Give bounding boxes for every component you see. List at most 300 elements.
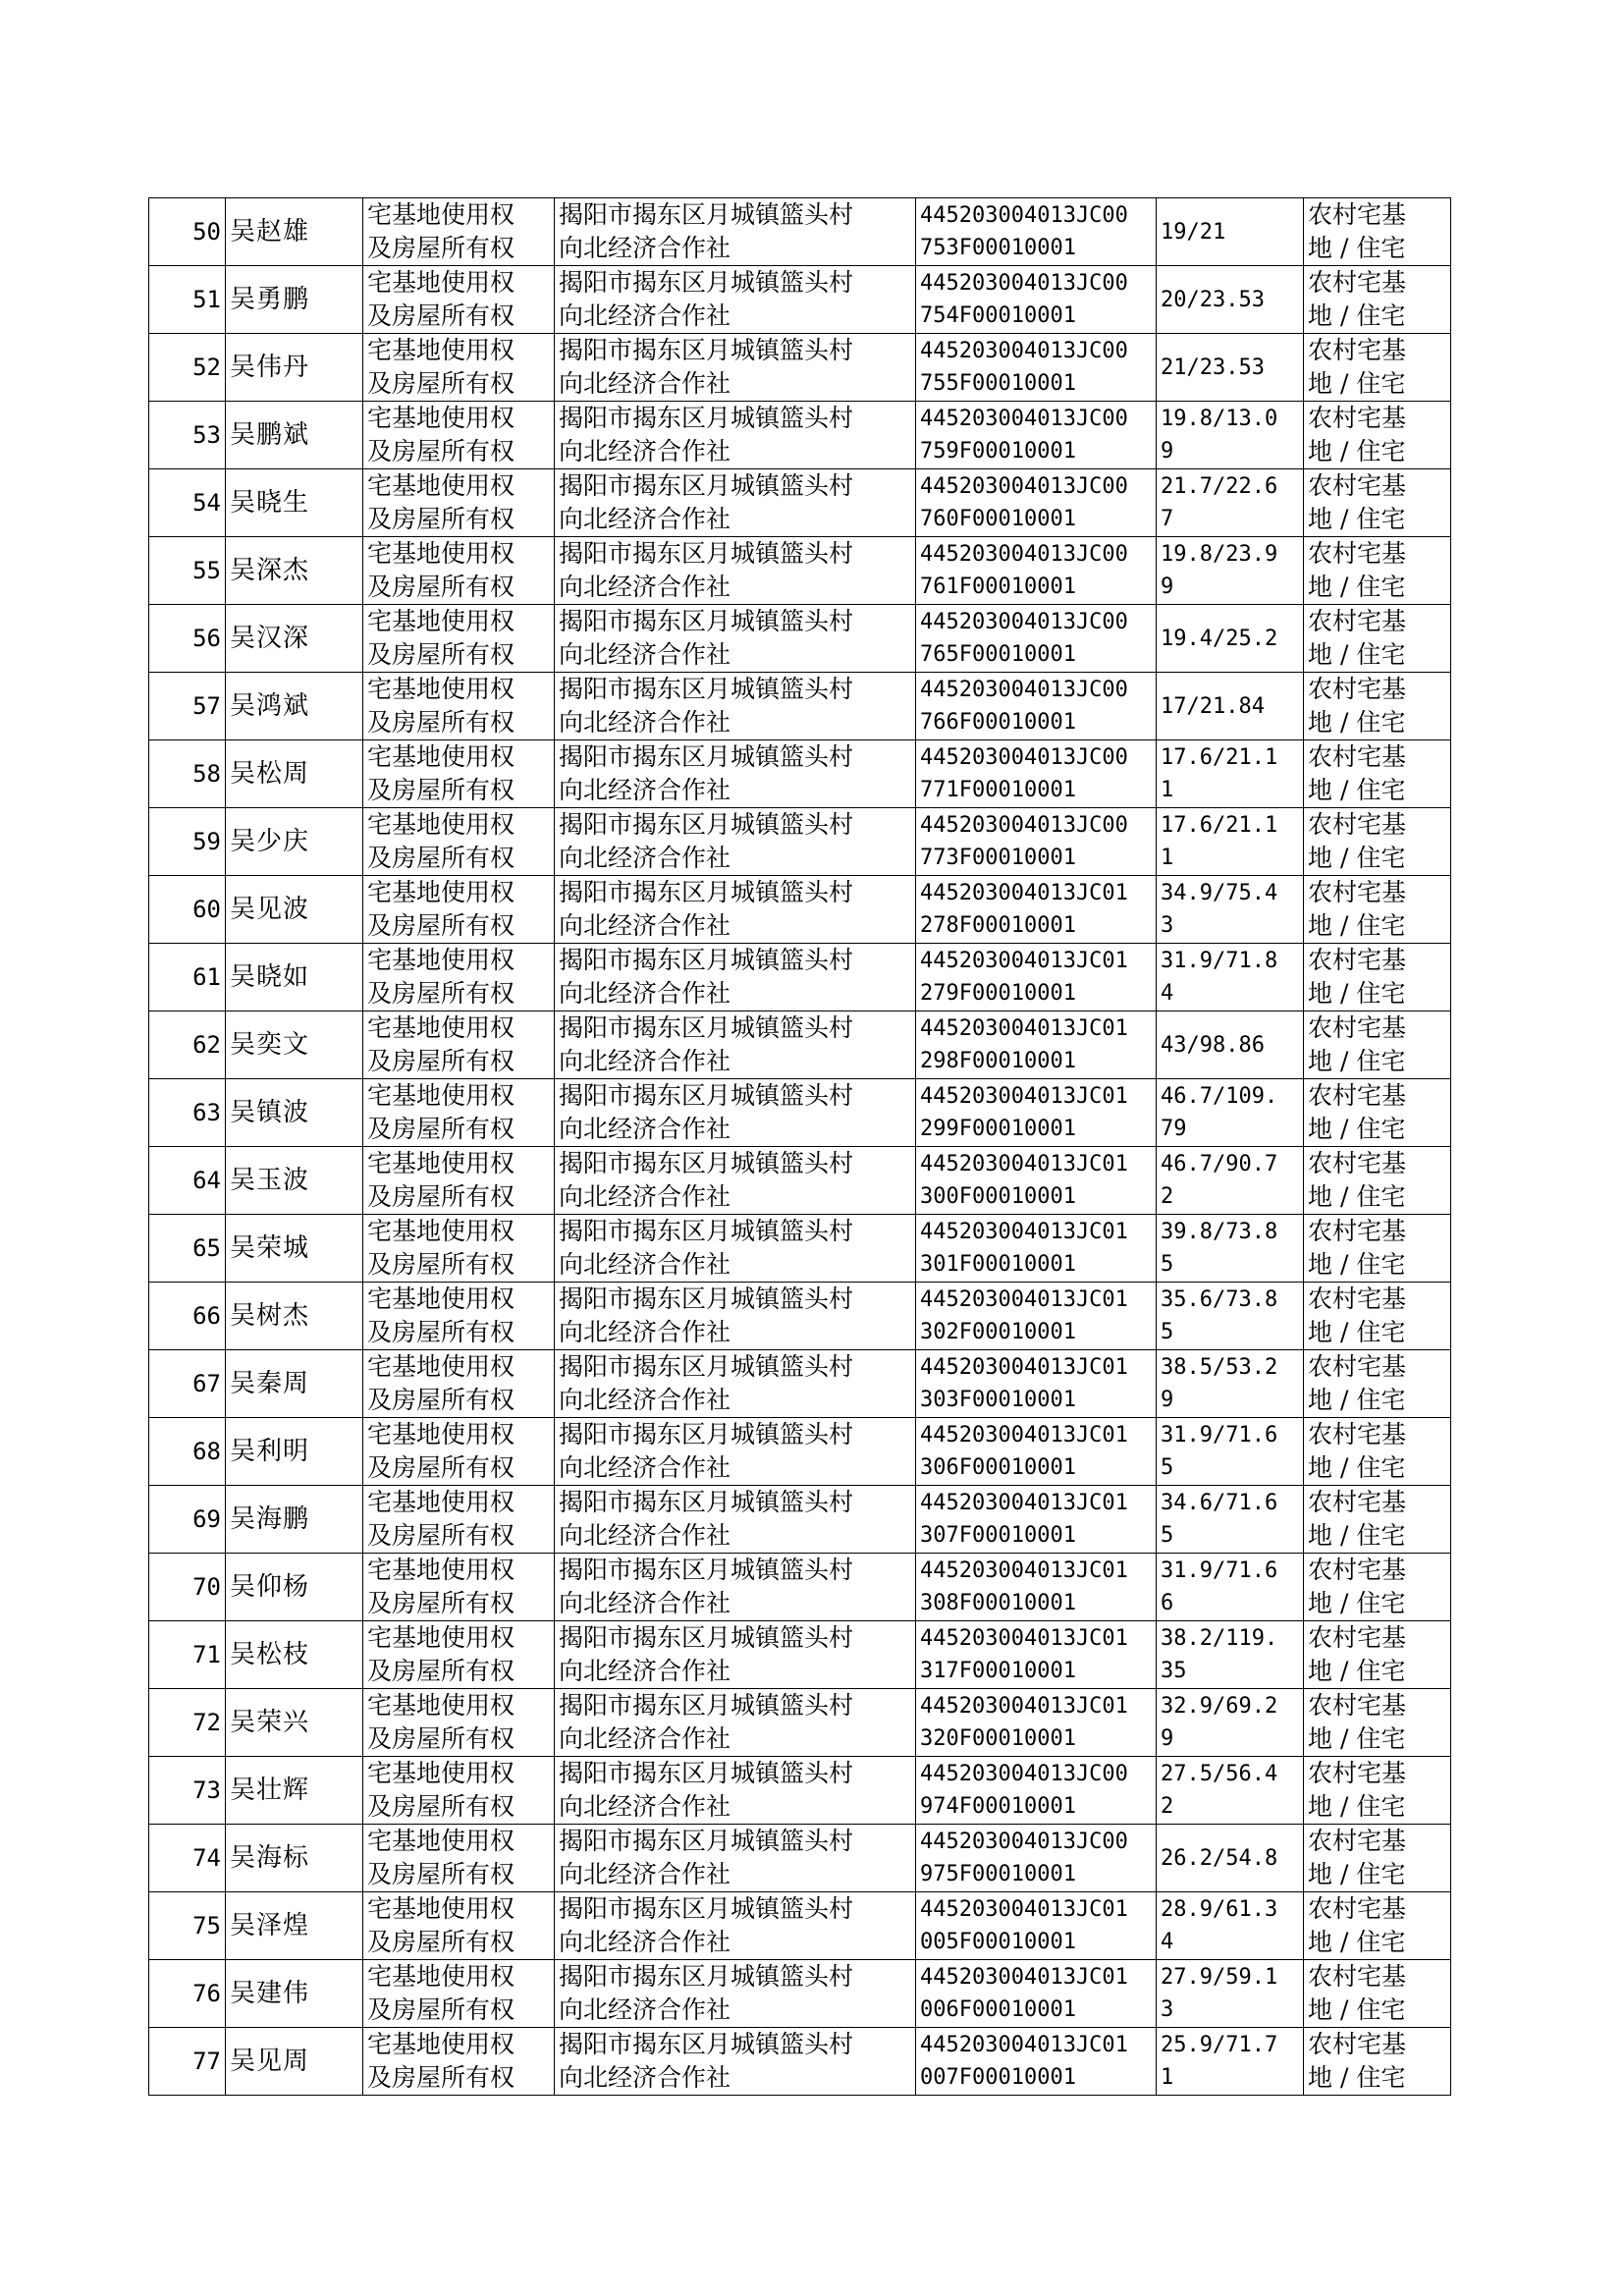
land-use-cell-line: 地 / 住宅 [1308,573,1406,601]
cert-code-cell-line: 445203004013JC01 [920,881,1128,905]
right-type-cell-line: 及房屋所有权 [367,505,515,533]
row-number-cell [149,876,226,944]
row-number-cell [149,1418,226,1486]
owner-org-cell-line: 揭阳市揭东区月城镇篮头村 [559,336,854,364]
owner-org-cell [555,1283,916,1350]
right-type-cell-line: 宅基地使用权 [367,1352,515,1381]
cert-code-cell-line: 753F00010001 [920,236,1076,260]
cert-code-cell-line: 445203004013JC01 [920,1287,1128,1312]
right-type-cell-line: 宅基地使用权 [367,878,515,906]
row-number-cell [149,402,226,469]
row-number-cell-line: 65 [192,1234,221,1262]
owner-org-cell-line: 揭阳市揭东区月城镇篮头村 [559,607,854,635]
land-use-cell-line: 农村宅基 [1308,539,1407,568]
row-number-cell-line: 75 [192,1912,221,1940]
row-number-cell [149,1011,226,1079]
right-type-cell [363,1825,555,1892]
cert-code-cell-line: 445203004013JC01 [920,1965,1128,1990]
name-cell-line: 吴深杰 [230,556,310,585]
name-cell [226,402,363,469]
cert-code-cell-line: 445203004013JC01 [920,1897,1128,1922]
cert-code-cell-line: 445203004013JC01 [920,1626,1128,1651]
right-type-cell-line: 及房屋所有权 [367,1047,515,1075]
owner-org-cell-line: 向北经济合作社 [559,1589,731,1617]
name-cell-line: 吴少庆 [230,827,310,856]
owner-org-cell-line: 向北经济合作社 [559,979,731,1008]
land-use-cell-line: 地 / 住宅 [1308,1657,1406,1685]
area-cell-line: 46.7/109. [1161,1084,1278,1109]
owner-org-cell [555,2028,916,2096]
cert-code-cell-line: 759F00010001 [920,439,1076,464]
owner-org-cell [555,1147,916,1215]
row-number-cell [149,1621,226,1689]
right-type-cell-line: 及房屋所有权 [367,640,515,669]
name-cell [226,537,363,605]
owner-org-cell-line: 向北经济合作社 [559,573,731,601]
owner-org-cell [555,469,916,537]
right-type-cell [363,1011,555,1079]
area-cell-line: 9 [1161,574,1174,599]
name-cell [226,605,363,673]
area-cell-line: 19/21 [1161,219,1226,245]
land-use-cell-line: 农村宅基 [1308,1217,1407,1245]
cert-code-cell [916,1892,1157,1960]
right-type-cell-line: 宅基地使用权 [367,810,515,839]
land-use-cell-line: 农村宅基 [1308,404,1407,432]
cert-code-cell-line: 773F00010001 [920,846,1076,870]
owner-org-cell [555,198,916,266]
right-type-cell [363,1283,555,1350]
owner-org-cell-line: 向北经济合作社 [559,1182,731,1211]
land-use-cell [1304,1418,1451,1486]
land-use-cell [1304,876,1451,944]
owner-org-cell-line: 揭阳市揭东区月城镇篮头村 [559,742,854,771]
name-cell [226,1825,363,1892]
area-cell-line: 32.9/69.2 [1161,1694,1278,1719]
area-cell-line: 19.4/25.2 [1161,626,1278,651]
land-use-cell-line: 地 / 住宅 [1308,1318,1406,1346]
table-row [149,334,1451,402]
name-cell [226,2028,363,2096]
owner-org-cell-line: 揭阳市揭东区月城镇篮头村 [559,946,854,974]
cert-code-cell-line: 308F00010001 [920,1591,1076,1615]
right-type-cell-line: 及房屋所有权 [367,2063,515,2092]
owner-org-cell-line: 向北经济合作社 [559,301,731,330]
name-cell-line: 吴玉波 [230,1166,310,1195]
right-type-cell-line: 宅基地使用权 [367,2030,515,2058]
right-type-cell [363,2028,555,2096]
owner-org-cell-line: 向北经济合作社 [559,1928,731,1956]
cert-code-cell [916,1418,1157,1486]
name-cell [226,1892,363,1960]
row-number-cell-line: 62 [192,1031,221,1059]
right-type-cell [363,944,555,1011]
row-number-cell [149,944,226,1011]
land-use-cell [1304,469,1451,537]
right-type-cell-line: 宅基地使用权 [367,1894,515,1923]
cert-code-cell-line: 445203004013JC01 [920,1084,1128,1109]
row-number-cell [149,605,226,673]
right-type-cell-line: 宅基地使用权 [367,607,515,635]
area-cell-line: 17/21.84 [1161,693,1265,719]
area-cell-line: 9 [1161,1726,1174,1751]
name-cell-line: 吴壮辉 [230,1776,310,1805]
name-cell [226,1079,363,1147]
area-cell [1157,673,1304,740]
table-row [149,605,1451,673]
cert-code-cell-line: 005F00010001 [920,1930,1076,1954]
right-type-cell [363,740,555,808]
area-cell-line: 34.9/75.4 [1161,881,1278,905]
owner-org-cell-line: 揭阳市揭东区月城镇篮头村 [559,1352,854,1381]
area-cell-line: 46.7/90.7 [1161,1152,1278,1176]
cert-code-cell-line: 755F00010001 [920,371,1076,396]
row-number-cell-line: 50 [192,218,221,246]
owner-org-cell-line: 揭阳市揭东区月城镇篮头村 [559,404,854,432]
name-cell [226,1554,363,1621]
land-use-cell [1304,537,1451,605]
name-cell [226,1418,363,1486]
right-type-cell-line: 及房屋所有权 [367,1182,515,1211]
cert-code-cell [916,605,1157,673]
cert-code-cell-line: 760F00010001 [920,507,1076,531]
owner-org-cell [555,1215,916,1283]
land-use-cell-line: 地 / 住宅 [1308,1995,1406,2024]
owner-org-cell [555,944,916,1011]
row-number-cell [149,1757,226,1825]
owner-org-cell [555,1689,916,1757]
land-use-cell [1304,1215,1451,1283]
area-cell [1157,1215,1304,1283]
owner-org-cell-line: 向北经济合作社 [559,234,731,262]
owner-org-cell-line: 向北经济合作社 [559,776,731,804]
owner-org-cell-line: 向北经济合作社 [559,1047,731,1075]
row-number-cell-line: 55 [192,557,221,584]
table-row [149,266,1451,334]
owner-org-cell-line: 揭阳市揭东区月城镇篮头村 [559,1894,854,1923]
row-number-cell-line: 72 [192,1709,221,1736]
cert-code-cell-line: 445203004013JC00 [920,1830,1128,1854]
cert-code-cell [916,1689,1157,1757]
right-type-cell-line: 及房屋所有权 [367,844,515,872]
area-cell-line: 5 [1161,1320,1174,1344]
land-use-cell-line: 农村宅基 [1308,878,1407,906]
row-number-cell [149,1486,226,1554]
name-cell-line: 吴仰杨 [230,1572,310,1602]
land-use-cell-line: 农村宅基 [1308,1284,1407,1313]
row-number-cell-line: 61 [192,963,221,991]
owner-org-cell-line: 揭阳市揭东区月城镇篮头村 [559,1556,854,1584]
right-type-cell-line: 及房屋所有权 [367,1589,515,1617]
right-type-cell-line: 宅基地使用权 [367,1013,515,1042]
right-type-cell-line: 宅基地使用权 [367,404,515,432]
area-cell [1157,1350,1304,1418]
right-type-cell [363,1486,555,1554]
table-row [149,808,1451,876]
right-type-cell-line: 及房屋所有权 [367,1792,515,1821]
row-number-cell-line: 69 [192,1505,221,1533]
land-use-cell-line: 地 / 住宅 [1308,1860,1406,1888]
cert-code-cell-line: 317F00010001 [920,1659,1076,1683]
cert-code-cell [916,876,1157,944]
cert-code-cell-line: 445203004013JC00 [920,271,1128,296]
land-use-cell-line: 农村宅基 [1308,1352,1407,1381]
cert-code-cell-line: 754F00010001 [920,303,1076,328]
name-cell-line: 吴奕文 [230,1030,310,1060]
owner-org-cell [555,1892,916,1960]
cert-code-cell-line: 301F00010001 [920,1252,1076,1277]
area-cell [1157,334,1304,402]
name-cell-line: 吴伟丹 [230,353,310,382]
name-cell-line: 吴利明 [230,1437,310,1466]
owner-org-cell [555,1079,916,1147]
name-cell [226,1283,363,1350]
right-type-cell [363,334,555,402]
cert-code-cell-line: 766F00010001 [920,710,1076,735]
area-cell-line: 38.5/53.2 [1161,1355,1278,1380]
owner-org-cell-line: 揭阳市揭东区月城镇篮头村 [559,1217,854,1245]
area-cell-line: 4 [1161,1930,1174,1954]
row-number-cell [149,1079,226,1147]
owner-org-cell [555,1757,916,1825]
right-type-cell [363,808,555,876]
owner-org-cell-line: 向北经济合作社 [559,708,731,737]
land-use-cell-line: 地 / 住宅 [1308,1928,1406,1956]
land-use-cell-line: 农村宅基 [1308,1420,1407,1448]
cert-code-cell [916,1215,1157,1283]
cert-code-cell-line: 278F00010001 [920,913,1076,938]
area-cell-line: 21.7/22.6 [1161,474,1278,499]
land-use-cell [1304,1486,1451,1554]
name-cell [226,198,363,266]
land-use-cell [1304,605,1451,673]
land-use-cell [1304,402,1451,469]
right-type-cell-line: 宅基地使用权 [367,539,515,568]
right-type-cell-line: 宅基地使用权 [367,1217,515,1245]
land-use-cell [1304,198,1451,266]
area-cell [1157,1486,1304,1554]
right-type-cell [363,876,555,944]
area-cell-line: 20/23.53 [1161,287,1265,312]
name-cell-line: 吴鹏斌 [230,420,310,450]
right-type-cell-line: 及房屋所有权 [367,437,515,465]
cert-code-cell [916,944,1157,1011]
land-use-cell [1304,266,1451,334]
table-row [149,1350,1451,1418]
owner-org-cell-line: 向北经济合作社 [559,437,731,465]
area-cell [1157,1554,1304,1621]
cert-code-cell-line: 445203004013JC00 [920,745,1128,770]
area-cell-line: 17.6/21.1 [1161,813,1278,838]
cert-code-cell-line: 445203004013JC00 [920,474,1128,499]
land-use-cell [1304,808,1451,876]
owner-org-cell [555,740,916,808]
name-cell [226,740,363,808]
row-number-cell [149,198,226,266]
land-use-cell-line: 农村宅基 [1308,810,1407,839]
area-cell-line: 3 [1161,1997,1174,2022]
right-type-cell-line: 宅基地使用权 [367,1623,515,1652]
cert-code-cell [916,537,1157,605]
land-use-cell [1304,1892,1451,1960]
row-number-cell-line: 70 [192,1573,221,1601]
owner-org-cell [555,605,916,673]
land-use-cell [1304,740,1451,808]
row-number-cell-line: 66 [192,1302,221,1330]
row-number-cell [149,266,226,334]
area-cell-line: 19.8/13.0 [1161,407,1278,431]
area-cell-line: 31.9/71.6 [1161,1423,1278,1448]
name-cell-line: 吴见波 [230,895,310,924]
name-cell-line: 吴鸿斌 [230,691,310,721]
owner-org-cell-line: 揭阳市揭东区月城镇篮头村 [559,2030,854,2058]
right-type-cell-line: 宅基地使用权 [367,1488,515,1516]
area-cell-line: 35 [1161,1659,1187,1683]
area-cell-line: 19.8/23.9 [1161,542,1278,567]
right-type-cell [363,1689,555,1757]
land-use-cell-line: 地 / 住宅 [1308,1250,1406,1279]
cert-code-cell-line: 445203004013JC00 [920,610,1128,634]
right-type-cell-line: 及房屋所有权 [367,573,515,601]
owner-org-cell-line: 揭阳市揭东区月城镇篮头村 [559,1488,854,1516]
land-use-cell [1304,334,1451,402]
land-use-cell-line: 地 / 住宅 [1308,1792,1406,1821]
name-cell [226,1960,363,2028]
area-cell-line: 4 [1161,981,1174,1006]
name-cell-line: 吴海标 [230,1843,310,1873]
right-type-cell [363,605,555,673]
name-cell-line: 吴晓如 [230,962,310,992]
land-use-cell-line: 地 / 住宅 [1308,1182,1406,1211]
row-number-cell-line: 73 [192,1776,221,1804]
cert-code-cell [916,334,1157,402]
cert-code-cell-line: 445203004013JC00 [920,203,1128,228]
area-cell [1157,1079,1304,1147]
land-use-cell-line: 地 / 住宅 [1308,1386,1406,1414]
owner-org-cell [555,334,916,402]
row-number-cell-line: 77 [192,2048,221,2075]
name-cell [226,1757,363,1825]
land-use-cell-line: 地 / 住宅 [1308,1724,1406,1753]
name-cell-line: 吴海鹏 [230,1504,310,1534]
land-use-cell [1304,2028,1451,2096]
row-number-cell [149,1960,226,2028]
cert-code-cell-line: 771F00010001 [920,778,1076,802]
name-cell [226,1486,363,1554]
area-cell-line: 26.2/54.8 [1161,1845,1278,1871]
name-cell-line: 吴秦周 [230,1369,310,1398]
cert-code-cell-line: 445203004013JC01 [920,1152,1128,1176]
cert-code-cell-line: 445203004013JC01 [920,2033,1128,2057]
right-type-cell-line: 宅基地使用权 [367,1284,515,1313]
area-cell [1157,1825,1304,1892]
land-use-cell-line: 地 / 住宅 [1308,1453,1406,1482]
area-cell-line: 28.9/61.3 [1161,1897,1278,1922]
land-use-cell-line: 地 / 住宅 [1308,505,1406,533]
name-cell [226,334,363,402]
table-row [149,469,1451,537]
owner-org-cell-line: 揭阳市揭东区月城镇篮头村 [559,810,854,839]
row-number-cell-line: 74 [192,1844,221,1872]
area-cell [1157,2028,1304,2096]
area-cell-line: 38.2/119. [1161,1626,1278,1651]
area-cell-line: 43/98.86 [1161,1032,1265,1058]
cert-code-cell-line: 975F00010001 [920,1862,1076,1886]
area-cell-line: 27.9/59.1 [1161,1965,1278,1990]
row-number-cell [149,1554,226,1621]
cert-code-cell [916,2028,1157,2096]
table-row [149,1011,1451,1079]
land-use-cell-line: 农村宅基 [1308,1691,1407,1720]
land-use-cell-line: 地 / 住宅 [1308,369,1406,398]
right-type-cell [363,1621,555,1689]
right-type-cell [363,673,555,740]
owner-org-cell-line: 揭阳市揭东区月城镇篮头村 [559,1623,854,1652]
row-number-cell-line: 67 [192,1370,221,1397]
row-number-cell [149,1892,226,1960]
area-cell [1157,944,1304,1011]
area-cell-line: 31.9/71.6 [1161,1558,1278,1583]
area-cell [1157,537,1304,605]
name-cell-line: 吴镇波 [230,1098,310,1127]
name-cell-line: 吴松枝 [230,1640,310,1669]
cert-code-cell [916,198,1157,266]
area-cell-line: 1 [1161,778,1174,802]
name-cell [226,673,363,740]
land-use-cell [1304,1079,1451,1147]
table-row [149,1418,1451,1486]
owner-org-cell-line: 向北经济合作社 [559,1250,731,1279]
name-cell [226,469,363,537]
row-number-cell [149,334,226,402]
land-use-cell-line: 农村宅基 [1308,336,1407,364]
owner-org-cell [555,1418,916,1486]
area-cell [1157,1757,1304,1825]
land-use-cell [1304,1825,1451,1892]
name-cell-line: 吴勇鹏 [230,285,310,314]
land-use-cell [1304,1554,1451,1621]
cert-code-cell-line: 307F00010001 [920,1523,1076,1548]
name-cell [226,1689,363,1757]
right-type-cell-line: 及房屋所有权 [367,1521,515,1550]
area-cell [1157,1621,1304,1689]
right-type-cell-line: 宅基地使用权 [367,1962,515,1991]
row-number-cell [149,1825,226,1892]
table-row [149,1215,1451,1283]
owner-org-cell-line: 向北经济合作社 [559,1115,731,1143]
name-cell-line: 吴荣兴 [230,1708,310,1737]
owner-org-cell-line: 向北经济合作社 [559,1657,731,1685]
table-row [149,1825,1451,1892]
owner-org-cell-line: 揭阳市揭东区月城镇篮头村 [559,268,854,297]
right-type-cell-line: 宅基地使用权 [367,200,515,229]
cert-code-cell-line: 302F00010001 [920,1320,1076,1344]
owner-org-cell-line: 揭阳市揭东区月城镇篮头村 [559,1827,854,1855]
land-use-cell [1304,1757,1451,1825]
owner-org-cell-line: 向北经济合作社 [559,1995,731,2024]
land-use-cell [1304,673,1451,740]
right-type-cell [363,1892,555,1960]
table-row [149,2028,1451,2096]
area-cell [1157,876,1304,944]
table-row [149,1486,1451,1554]
table-row [149,1757,1451,1825]
cert-code-cell-line: 007F00010001 [920,2065,1076,2090]
area-cell-line: 79 [1161,1117,1187,1141]
cert-code-cell-line: 445203004013JC01 [920,1558,1128,1583]
right-type-cell [363,402,555,469]
cert-code-cell [916,1486,1157,1554]
